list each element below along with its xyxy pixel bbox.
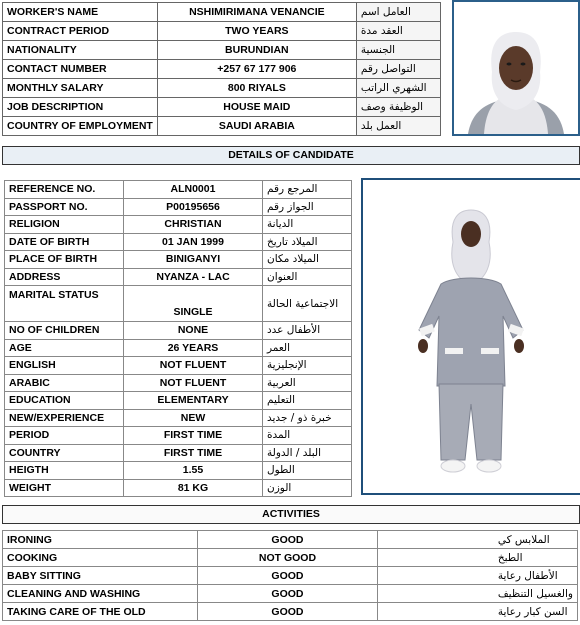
field-value: NYANZA - LAC — [124, 268, 263, 286]
activity-label: TAKING CARE OF THE OLD — [3, 603, 198, 621]
field-label: MONTHLY SALARY — [3, 79, 158, 98]
field-value: BINIGANYI — [124, 251, 263, 269]
field-label: AGE — [5, 339, 124, 357]
field-label: WEIGHT — [5, 479, 124, 497]
details-section-title: DETAILS OF CANDIDATE — [2, 146, 580, 165]
details-row — [5, 357, 352, 375]
field-label-arabic: الوزن — [263, 479, 352, 497]
activity-label-arabic: الطبخ — [377, 549, 577, 567]
activity-label: COOKING — [3, 549, 198, 567]
field-label: NO OF CHILDREN — [5, 322, 124, 340]
field-label-arabic: الميلاد تاريخ — [263, 233, 352, 251]
field-label: EDUCATION — [5, 392, 124, 410]
details-row — [5, 409, 352, 427]
field-value: CHRISTIAN — [124, 216, 263, 234]
field-value: FIRST TIME — [124, 427, 263, 445]
field-value: TWO YEARS — [157, 22, 356, 41]
activity-row — [3, 603, 578, 621]
field-label: PERIOD — [5, 427, 124, 445]
field-label: DATE OF BIRTH — [5, 233, 124, 251]
field-value: ALN0001 — [124, 181, 263, 199]
details-row — [5, 181, 352, 199]
activity-rating: GOOD — [198, 567, 378, 585]
field-value: NOT FLUENT — [124, 357, 263, 375]
field-label-arabic: الوظيفة وصف — [356, 98, 440, 117]
field-label-arabic: الطول — [263, 462, 352, 480]
field-label-arabic: الأطفال عدد — [263, 322, 352, 340]
field-label: NATIONALITY — [3, 41, 158, 60]
field-label: CONTRACT PERIOD — [3, 22, 158, 41]
field-value: NSHIMIRIMANA VENANCIE — [157, 3, 356, 22]
field-label-arabic: العنوان — [263, 268, 352, 286]
summary-row — [3, 22, 441, 41]
field-label-arabic: الجنسية — [356, 41, 440, 60]
field-label: ADDRESS — [5, 268, 124, 286]
field-value: ELEMENTARY — [124, 392, 263, 410]
field-value: 01 JAN 1999 — [124, 233, 263, 251]
full-body-photo — [361, 178, 580, 495]
field-label: CONTACT NUMBER — [3, 60, 158, 79]
activity-rating: GOOD — [198, 531, 378, 549]
details-row — [5, 444, 352, 462]
summary-row — [3, 60, 441, 79]
summary-row — [3, 41, 441, 60]
activities-table — [2, 530, 578, 621]
details-row — [5, 268, 352, 286]
activity-row — [3, 567, 578, 585]
field-value: SAUDI ARABIA — [157, 117, 356, 136]
field-label-arabic: الميلاد مكان — [263, 251, 352, 269]
activity-label: BABY SITTING — [3, 567, 198, 585]
field-label: RELIGION — [5, 216, 124, 234]
details-row — [5, 462, 352, 480]
field-value: +257 67 177 906 — [157, 60, 356, 79]
field-label-arabic: خبرة ذو / جديد — [263, 409, 352, 427]
field-label-arabic: البلد / الدولة — [263, 444, 352, 462]
field-value: 800 RIYALS — [157, 79, 356, 98]
worker-summary-table — [2, 2, 441, 136]
field-value: NONE — [124, 322, 263, 340]
candidate-details-table — [4, 180, 352, 497]
summary-row — [3, 117, 441, 136]
headshot-photo — [452, 0, 580, 136]
field-label-arabic: العقد مدة — [356, 22, 440, 41]
field-value: P00195656 — [124, 198, 263, 216]
details-row — [5, 322, 352, 340]
field-label: ENGLISH — [5, 357, 124, 375]
field-label: ARABIC — [5, 374, 124, 392]
field-value: SINGLE — [124, 286, 263, 322]
field-label-arabic: العمر — [263, 339, 352, 357]
field-label-arabic: المرجع رقم — [263, 181, 352, 199]
activities-section-title: ACTIVITIES — [2, 505, 580, 524]
details-row — [5, 339, 352, 357]
field-value: NOT FLUENT — [124, 374, 263, 392]
field-value: BURUNDIAN — [157, 41, 356, 60]
details-row — [5, 216, 352, 234]
field-label: JOB DESCRIPTION — [3, 98, 158, 117]
field-label-arabic: التواصل رقم — [356, 60, 440, 79]
details-row — [5, 233, 352, 251]
summary-row — [3, 79, 441, 98]
activity-label-arabic: والغسيل التنظيف — [377, 585, 577, 603]
field-value: 1.55 — [124, 462, 263, 480]
field-label-arabic: التعليم — [263, 392, 352, 410]
activity-row — [3, 585, 578, 603]
details-row — [5, 251, 352, 269]
field-label: MARITAL STATUS — [5, 286, 124, 322]
field-value: 81 KG — [124, 479, 263, 497]
field-value: FIRST TIME — [124, 444, 263, 462]
details-row — [5, 286, 352, 322]
summary-row — [3, 98, 441, 117]
details-row — [5, 392, 352, 410]
details-row — [5, 427, 352, 445]
field-label: WORKER'S NAME — [3, 3, 158, 22]
field-label-arabic: الإنجليزية — [263, 357, 352, 375]
field-label: NEW/EXPERIENCE — [5, 409, 124, 427]
field-label: PASSPORT NO. — [5, 198, 124, 216]
field-label-arabic: الديانة — [263, 216, 352, 234]
details-row — [5, 479, 352, 497]
field-value: 26 YEARS — [124, 339, 263, 357]
activity-rating: NOT GOOD — [198, 549, 378, 567]
field-label-arabic: العربية — [263, 374, 352, 392]
field-label-arabic: المدة — [263, 427, 352, 445]
field-label-arabic: الجواز رقم — [263, 198, 352, 216]
activity-row — [3, 531, 578, 549]
field-label-arabic: الاجتماعية الحالة — [263, 286, 352, 322]
activity-label: IRONING — [3, 531, 198, 549]
activity-rating: GOOD — [198, 585, 378, 603]
details-row — [5, 198, 352, 216]
summary-row — [3, 3, 441, 22]
field-label-arabic: العمل بلد — [356, 117, 440, 136]
field-label: COUNTRY — [5, 444, 124, 462]
activity-row — [3, 549, 578, 567]
activity-label-arabic: الأطفال رعاية — [377, 567, 577, 585]
field-label: HEIGTH — [5, 462, 124, 480]
field-value: NEW — [124, 409, 263, 427]
activity-label-arabic: الملابس كي — [377, 531, 577, 549]
field-label: COUNTRY OF EMPLOYMENT — [3, 117, 158, 136]
activity-rating: GOOD — [198, 603, 378, 621]
field-label: PLACE OF BIRTH — [5, 251, 124, 269]
activity-label: CLEANING AND WASHING — [3, 585, 198, 603]
field-label-arabic: العامل اسم — [356, 3, 440, 22]
field-label-arabic: الشهري الراتب — [356, 79, 440, 98]
field-label: REFERENCE NO. — [5, 181, 124, 199]
activity-label-arabic: السن كبار رعاية — [377, 603, 577, 621]
field-value: HOUSE MAID — [157, 98, 356, 117]
details-row — [5, 374, 352, 392]
